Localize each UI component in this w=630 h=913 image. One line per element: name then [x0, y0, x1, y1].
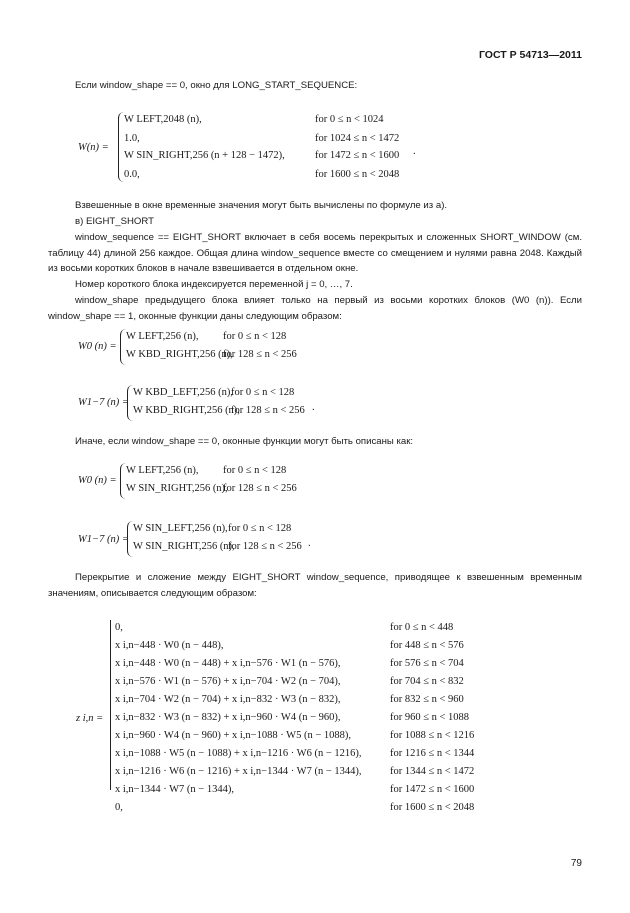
eq3-lhs: W1−7 (n) =	[78, 397, 129, 408]
eq2-lhs: W0 (n) =	[78, 341, 117, 352]
eq6-row-5: x i,n−704 · W2 (n − 704) + x i,n−832 · W3 (n − 832),	[115, 694, 341, 705]
eq4-lhs: W0 (n) =	[78, 475, 117, 486]
eq6-cond-4: for 704 ≤ n < 832	[390, 676, 464, 687]
eq1-row-3: W SIN_RIGHT,256 (n + 128 − 1472),	[124, 150, 285, 161]
eq3-cond-1: for 0 ≤ n < 128	[231, 387, 295, 398]
eq6-row-1: 0,	[115, 622, 123, 633]
eq6-lhs: z i,n =	[76, 713, 104, 724]
eq1-cond-2: for 1024 ≤ n < 1472	[315, 133, 400, 144]
paragraph-window-shape-1: window_shape предыдущего блока влияет только на первый из восьми коротких блоков (W0 (n)). Если window_shape == 1, оконные функции даны следующим образом:	[48, 295, 582, 322]
eq3-tail: .	[312, 402, 315, 413]
eq6-row-4: x i,n−576 · W1 (n − 576) + x i,n−704 · W2 (n − 704),	[115, 676, 341, 687]
eq4-row-1: W LEFT,256 (n),	[126, 465, 199, 476]
eq1-row-4: 0.0,	[124, 169, 140, 180]
page-number: 79	[570, 858, 582, 869]
eq3-row-1: W KBD_LEFT,256 (n),	[133, 387, 233, 398]
eq6-row-9: x i,n−1216 · W6 (n − 1216) + x i,n−1344 · W7 (n − 1344),	[115, 766, 362, 777]
eq6-row-2: x i,n−448 · W0 (n − 448),	[115, 640, 224, 651]
eq5-row-2: W SIN_RIGHT,256 (n),	[133, 541, 235, 552]
eq1-cond-1: for 0 ≤ n < 1024	[315, 114, 384, 125]
eq1-tail: .	[413, 146, 416, 157]
eq1-cond-4: for 1600 ≤ n < 2048	[315, 169, 400, 180]
eq6-row-8: x i,n−1088 · W5 (n − 1088) + x i,n−1216 · W6 (n − 1216),	[115, 748, 362, 759]
eq5-cond-2: for 128 ≤ n < 256	[228, 541, 302, 552]
paragraph-weighted: Взвешенные в окне временные значения могут быть вычислены по формуле из а).	[75, 200, 448, 211]
eq6-cond-7: for 1088 ≤ n < 1216	[390, 730, 475, 741]
eq6-cond-6: for 960 ≤ n < 1088	[390, 712, 470, 723]
paragraph-overlap-add: Перекрытие и сложение между EIGHT_SHORT window_sequence, приводящее к взвешенным временным значениям, описывается следующим образом:	[48, 572, 582, 599]
eq4-cond-1: for 0 ≤ n < 128	[223, 465, 287, 476]
paragraph-eight-short-desc: window_sequence == EIGHT_SHORT включает в себя восемь перекрытых и сложенных SHORT_WINDOW (см. таблицу 44) длиной 256 каждое. Общая длина window_sequence вместе со смещением и нулями равна 2048. Каждый из восьми коротких блоков в начале взвешивается в отдельном окне.	[48, 232, 582, 275]
eq2-row-1: W LEFT,256 (n),	[126, 331, 199, 342]
eq3-cond-2: for 128 ≤ n < 256	[231, 405, 305, 416]
eq5-cond-1: for 0 ≤ n < 128	[228, 523, 292, 534]
eq6-cond-1: for 0 ≤ n < 448	[390, 622, 454, 633]
eq5-row-1: W SIN_LEFT,256 (n),	[133, 523, 228, 534]
eq1-cond-3: for 1472 ≤ n < 1600	[315, 150, 400, 161]
eq2-cond-1: for 0 ≤ n < 128	[223, 331, 287, 342]
eq1-row-2: 1.0,	[124, 133, 140, 144]
paragraph-window-shape-0: Иначе, если window_shape == 0, оконные функции могут быть описаны как:	[75, 436, 414, 447]
eq2-row-2: W KBD_RIGHT,256 (n),	[126, 349, 233, 360]
eq6-row-7: x i,n−960 · W4 (n − 960) + x i,n−1088 · W5 (n − 1088),	[115, 730, 351, 741]
paragraph-long-start: Если window_shape == 0, окно для LONG_START_SEQUENCE:	[75, 80, 358, 91]
eq1-row-1: W LEFT,2048 (n),	[124, 114, 202, 125]
eq6-row-11: 0,	[115, 802, 123, 813]
eq6-cond-10: for 1472 ≤ n < 1600	[390, 784, 475, 795]
eq6-row-6: x i,n−832 · W3 (n − 832) + x i,n−960 · W4 (n − 960),	[115, 712, 341, 723]
eq6-cond-8: for 1216 ≤ n < 1344	[390, 748, 475, 759]
eq6-row-3: x i,n−448 · W0 (n − 448) + x i,n−576 · W1 (n − 576),	[115, 658, 341, 669]
eq6-cond-11: for 1600 ≤ n < 2048	[390, 802, 475, 813]
eq4-cond-2: for 128 ≤ n < 256	[223, 483, 297, 494]
eq6-cond-3: for 576 ≤ n < 704	[390, 658, 464, 669]
eq6-cond-2: for 448 ≤ n < 576	[390, 640, 464, 651]
eq3-row-2: W KBD_RIGHT,256 (n),	[133, 405, 240, 416]
eq6-brace	[110, 620, 111, 790]
paragraph-eight-short-heading: в) EIGHT_SHORT	[75, 216, 155, 227]
eq1-lhs: W(n) =	[78, 142, 109, 153]
eq5-lhs: W1−7 (n) =	[78, 534, 129, 545]
eq4-row-2: W SIN_RIGHT,256 (n),	[126, 483, 228, 494]
paragraph-block-index: Номер короткого блока индексируется переменной j = 0, …, 7.	[75, 279, 353, 290]
eq2-cond-2: for 128 ≤ n < 256	[223, 349, 297, 360]
eq6-row-10: x i,n−1344 · W7 (n − 1344),	[115, 784, 234, 795]
eq5-tail: .	[308, 538, 311, 549]
standard-header: ГОСТ Р 54713—2011	[478, 49, 582, 61]
eq6-cond-9: for 1344 ≤ n < 1472	[390, 766, 475, 777]
eq6-cond-5: for 832 ≤ n < 960	[390, 694, 464, 705]
